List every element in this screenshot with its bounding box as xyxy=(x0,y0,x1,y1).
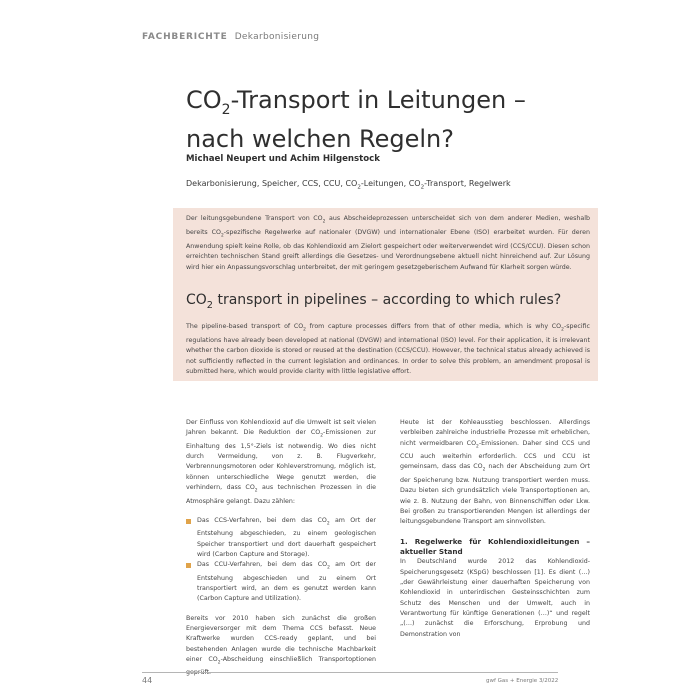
abstract-subscript: 2 xyxy=(561,327,564,333)
body-text: -Emissionen zur Einhaltung des 1,5°-Ziels ist notwendig. Wo dies nicht durch Vermeidung, von z. B. Flugverkehr, Verbrennungsmotoren oder Kohleverstromung, möglich ist, können unterschiedliche Wege genutzt werden, die verhindern, dass CO xyxy=(186,429,376,492)
english-title xyxy=(186,292,590,311)
keywords-text: -Transport, Regelwerk xyxy=(424,179,511,188)
abstract-text: -spezifische Regelwerke auf nationaler (DVGW) und internationaler Ebene (ISO) erarbeitet wurden. Für deren Anwendung spielt keine Rolle, ob das Kohlendioxid am Zielort gespeichert oder weiterverwendet wird (CCS/CCU). Diesen schon erreichten technischen Stand greift allerdings die Gesetzes- und Verordnungsebene aktuell nicht hinreichend auf. Zur Lösung wird hier ein Anpassungsvorschlag unterbreitet, der mit geringem gesetzgeberischem Aufwand für Klarheit sorgen würde. xyxy=(186,228,590,271)
bullet-list xyxy=(186,516,376,605)
abstract-text: aus Abscheideprozessen unterscheidet sich von dem anderer Medien, weshalb bereits CO xyxy=(186,215,590,236)
list-text: am Ort der Entstehung abgeschieden und zu einem Ort transportiert wird, an dem es genutzt werden kann (Carbon Capture and Utilization). xyxy=(197,561,376,603)
list-item xyxy=(186,516,376,560)
list-text: Das CCU-Verfahren, bei dem das CO xyxy=(197,561,328,569)
abstract-text: -specific regulations have already been developed at national (DVGW) and international (ISO) level. For their application, it is irrelevant whether the carbon dioxide is stored or reused at the destination (CCS/CCU). However, the technical status already achieved is not sufficiently reflected in the current legislation and ordinances. In order to solve this problem, an amendment proposal is submitted here, which would provide clarity with little legislative effort. xyxy=(186,323,591,376)
abstract-subscript: 2 xyxy=(220,233,224,238)
section-header xyxy=(142,32,319,42)
keywords-subscript: 2 xyxy=(420,184,425,191)
square-bullet-icon xyxy=(186,563,191,568)
body-text: aus technischen Prozessen in die Atmosphäre gelangt. Dazu zählen: xyxy=(186,484,376,505)
keywords-text: -Leitungen, CO xyxy=(360,179,421,188)
body-column-right xyxy=(400,418,590,649)
abstract-text: The pipeline-based transport of CO xyxy=(186,323,304,330)
title-subscript: 2 xyxy=(221,101,231,118)
body-text: Der Einfluss von Kohlendioxid auf die Umwelt ist seit vielen Jahren bekannt. Die Reduktion der CO xyxy=(186,419,376,437)
english-title-text: CO xyxy=(186,292,207,308)
english-title-subscript: 2 xyxy=(206,299,214,311)
article-keywords xyxy=(186,179,511,191)
square-bullet-icon xyxy=(186,519,191,524)
article-authors: Michael Neupert und Achim Hilgenstock xyxy=(186,154,380,164)
title-text: nach welchen Regeln? xyxy=(186,124,455,153)
abstract-german xyxy=(186,214,590,273)
footer-divider xyxy=(142,672,558,673)
section-heading: 1. Regelwerke für Kohlendioxidleitungen – aktueller Stand xyxy=(400,537,590,557)
body-subscript: 2 xyxy=(254,488,258,494)
body-text: Bereits vor 2010 haben sich zunächst die großen Energieversorger mit dem Thema CCS befasst. Neue Kraftwerke wurden CCS-ready geplant, und bei bestehenden Anlagen wurde die technische Machbarkeit einer CO xyxy=(186,614,376,663)
body-text: nach der Abscheidung zum Ort der Speicherung bzw. Nutzung transportiert werden muss. Dazu bieten sich grundsätzlich viele Transportoptionen an, wie z. B. Nutzung der Bahn, von Binnenschiffen oder Lkw. Bei großen zu transportierenden Mengen ist allerdings der leitungsgebundene Transport am sinnvollsten. xyxy=(400,463,590,526)
body-paragraph xyxy=(186,614,376,679)
list-item xyxy=(186,560,376,604)
page-number: 44 xyxy=(142,676,153,685)
article-title xyxy=(186,86,606,154)
body-subscript: 2 xyxy=(217,660,221,666)
list-text: Das CCS-Verfahren, bei dem das CO xyxy=(197,516,327,524)
list-subscript: 2 xyxy=(327,565,330,571)
list-text: am Ort der Entstehung abgeschieden, zu einem geologischen Speicher transportiert und dort dauerhaft gespeichert wird (Carbon Capture and Storage). xyxy=(197,516,376,559)
body-paragraph: In Deutschland wurde 2012 das Kohlendioxid-Speicherungsgesetz (KSpG) beschlossen [1]. Es dient (…) „der Gewährleistung einer dauerhaften Speicherung von Kohlendioxid in unterirdischen Gesteinsschichten zum Schutz des Menschen und der Umwelt, auch in Verantwortung für künftige Generationen (…)“ und regelt „(…) zunächst die Erforschung, Erprobung und Demonstration von xyxy=(400,558,590,638)
body-column-left xyxy=(186,418,376,688)
keywords-subscript: 2 xyxy=(357,184,361,191)
keywords-text: Dekarbonisierung, Speicher, CCS, CCU, CO xyxy=(186,179,358,188)
abstract-text: from capture processes differs from that of other media, which is why CO xyxy=(305,323,562,330)
list-subscript: 2 xyxy=(326,521,330,527)
body-paragraph xyxy=(186,418,376,507)
journal-issue: gwf Gas + Energie 3/2022 xyxy=(486,678,559,684)
title-text: CO xyxy=(186,86,222,114)
section-label: FACHBERICHTE xyxy=(142,32,228,42)
body-paragraph xyxy=(400,418,590,527)
section-topic: Dekarbonisierung xyxy=(234,32,320,42)
abstract-text: Der leitungsgebundene Transport von CO xyxy=(186,215,323,222)
body-subscript: 2 xyxy=(476,443,479,449)
body-text: -Emissionen. Daher sind CCS und CCU auch weiterhin erforderlich. CCS und CCU ist gemeinsam, dass das CO xyxy=(400,439,590,471)
body-text: -Abscheidung einschließlich Transportoptionen xyxy=(220,655,376,663)
body-subscript: 2 xyxy=(482,467,486,473)
body-subscript: 2 xyxy=(320,433,324,439)
abstract-subscript: 2 xyxy=(303,327,306,333)
title-text: -Transport in Leitungen – xyxy=(230,86,526,114)
english-title-text: transport in pipelines – according to which rules? xyxy=(213,292,562,308)
abstract-english xyxy=(186,322,590,378)
abstract-subscript: 2 xyxy=(322,219,326,225)
body-text: Heute ist der Kohleausstieg beschlossen. Allerdings verbleiben zahlreiche industrielle Prozesse mit erheblichen, nicht vermeidbaren CO xyxy=(400,419,590,447)
